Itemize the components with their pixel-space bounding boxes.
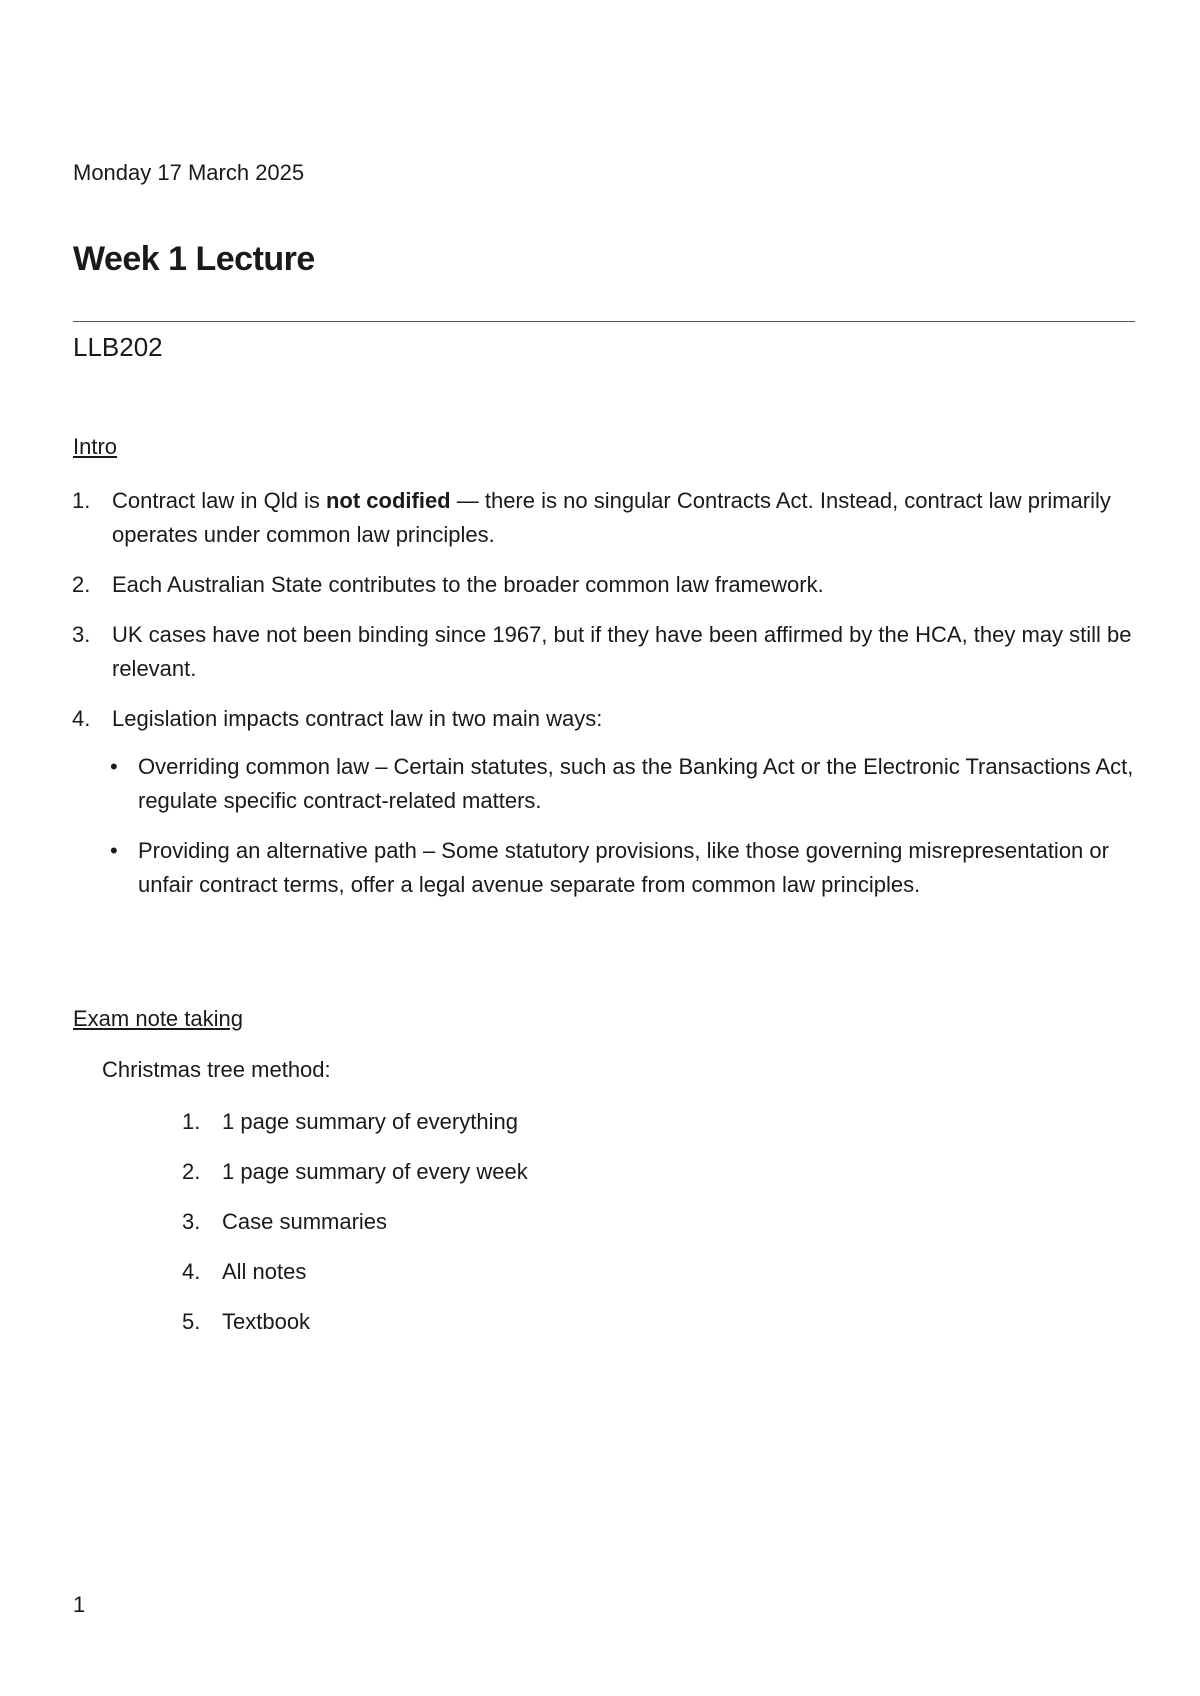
bullet-marker: • [110,754,118,779]
list-text-before: Contract law in Qld is [112,488,326,513]
list-item [182,1305,1022,1339]
list-text: Textbook [222,1309,311,1334]
list-text: 1 page summary of every week [222,1159,528,1184]
list-item [182,1205,1022,1239]
list-text: 1 page summary of everything [222,1109,518,1134]
page-number: 1 [73,1592,86,1617]
list-number: 2. [72,572,91,597]
list-text: UK cases have not been binding since 1967, but if they have been affirmed by the HCA, they may still be relevant. [112,622,1132,681]
list-text: Legislation impacts contract law in two main ways: [112,706,603,731]
list-item [182,1255,1022,1289]
list-item [72,618,1142,686]
exam-heading: Exam note taking [73,1006,243,1031]
title-divider [73,321,1135,322]
list-item [72,484,1142,552]
bullet-item [110,834,1138,902]
page-title: Week 1 Lecture [73,240,315,278]
exam-intro-text: Christmas tree method: [102,1057,331,1082]
list-item [72,568,1142,602]
exam-list [182,1105,1022,1355]
subject-code: LLB202 [73,332,163,362]
list-text-after: — there is no singular Contracts Act. Instead, contract law primarily operates under common law principles. [112,488,1111,547]
list-number: 1. [182,1109,201,1134]
list-text-bold: not codified [325,488,451,513]
lecture-date: Monday 17 March 2025 [73,160,305,185]
bullet-marker: • [110,838,118,863]
bullet-item [110,750,1138,818]
bullet-text: Providing an alternative path – Some statutory provisions, like those governing misrepresentation or unfair contract terms, offer a legal avenue separate from common law principles. [138,838,1109,897]
list-number: 2. [182,1159,201,1184]
intro-list [72,484,1142,918]
list-item [182,1105,1022,1139]
list-text: All notes [222,1259,307,1284]
intro-heading: Intro [73,434,118,459]
list-number: 3. [182,1209,201,1234]
list-item [72,702,1142,902]
bullet-list [110,750,1138,902]
list-number: 5. [182,1309,201,1334]
list-text: Each Australian State contributes to the broader common law framework. [112,572,824,597]
list-number: 3. [72,622,91,647]
list-item [182,1155,1022,1189]
list-number: 1. [72,488,91,513]
list-text: Case summaries [222,1209,388,1234]
list-number: 4. [72,706,91,731]
bullet-text: Overriding common law – Certain statutes, such as the Banking Act or the Electronic Transactions Act, regulate specific contract-related matters. [138,754,1134,813]
list-number: 4. [182,1259,201,1284]
